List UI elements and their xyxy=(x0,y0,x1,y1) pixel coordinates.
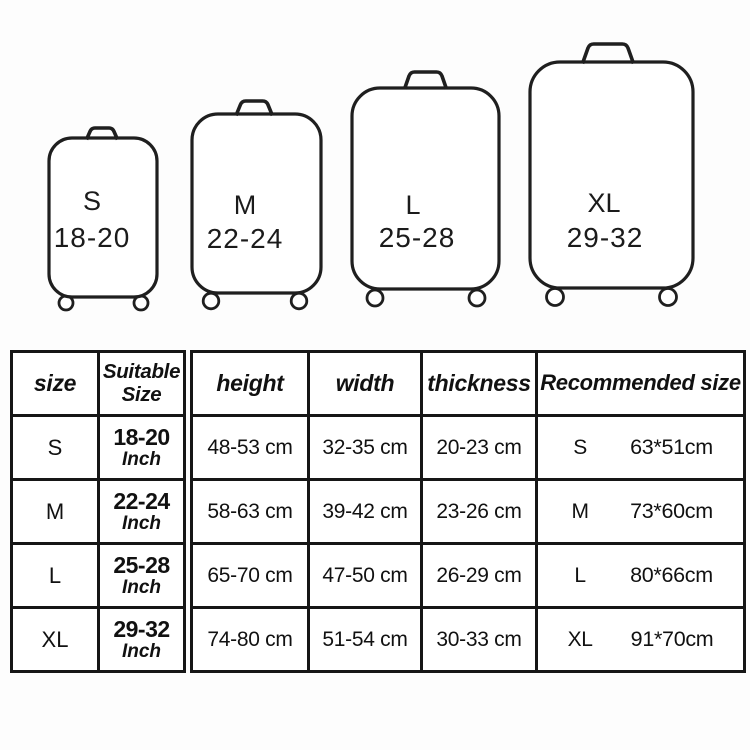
suitable-size-cell xyxy=(99,544,185,608)
height-cell: 58-63 cm xyxy=(192,480,309,544)
suitcase-xl-body-icon xyxy=(530,62,693,288)
suitcase-s-label: S xyxy=(82,186,102,216)
size-cell: XL xyxy=(12,608,99,672)
suitcase-m xyxy=(192,101,321,309)
recommended-size-letter: S xyxy=(573,435,587,459)
size-column-header: size xyxy=(12,352,99,416)
recommended-dimensions: 80*66cm xyxy=(630,563,713,587)
recommended-size-letter: XL xyxy=(567,627,593,651)
suitcase-l-body-icon xyxy=(352,88,499,289)
suitcase-xl-wheel-left-icon xyxy=(547,289,564,306)
recommended-dimensions: 73*60cm xyxy=(630,499,713,523)
inch-unit: Inch xyxy=(121,577,162,598)
size-table-row-xl xyxy=(12,608,185,672)
recommended-pair xyxy=(538,627,743,652)
height-cell: 65-70 cm xyxy=(192,544,309,608)
recommended-size-column-header: Recommended size xyxy=(537,352,745,416)
width-cell: 39-42 cm xyxy=(309,480,422,544)
height-column-header: height xyxy=(192,352,309,416)
dimension-row-m xyxy=(192,480,745,544)
dimension-table-header-row xyxy=(192,352,745,416)
thickness-cell: 23-26 cm xyxy=(422,480,537,544)
luggage-size-diagram xyxy=(0,0,750,345)
recommended-dimensions: 91*70cm xyxy=(630,627,714,651)
inch-range: 29-32 xyxy=(113,616,170,642)
recommended-size-letter: M xyxy=(571,499,589,523)
height-cell: 74-80 cm xyxy=(192,608,309,672)
width-cell: 51-54 cm xyxy=(309,608,422,672)
size-table-row-l xyxy=(12,544,185,608)
recommended-pair xyxy=(538,435,743,460)
inch-unit: Inch xyxy=(121,513,162,534)
suitcase-xl-wheel-right-icon xyxy=(660,289,677,306)
suitcase-m-wheel-left-icon xyxy=(203,293,219,309)
size-table-row-m xyxy=(12,480,185,544)
suitable-size-column-header: Suitable Size xyxy=(99,352,185,416)
suitcase-l xyxy=(352,72,499,306)
recommended-cell xyxy=(537,416,745,480)
recommended-cell xyxy=(537,608,745,672)
thickness-cell: 30-33 cm xyxy=(422,608,537,672)
size-cell: L xyxy=(12,544,99,608)
inch-range: 22-24 xyxy=(113,488,170,514)
size-table xyxy=(10,350,186,673)
size-table-header-row xyxy=(12,352,185,416)
recommended-pair xyxy=(538,563,743,588)
inch-unit: Inch xyxy=(121,449,162,470)
width-cell: 32-35 cm xyxy=(309,416,422,480)
suitcase-l-label: L xyxy=(405,190,421,220)
suitcase-m-body-icon xyxy=(192,114,321,293)
recommended-cell xyxy=(537,544,745,608)
suitcase-l-wheel-right-icon xyxy=(469,290,485,306)
suitcase-s-body-icon xyxy=(49,138,157,297)
suitcase-xl xyxy=(530,44,693,306)
recommended-cell xyxy=(537,480,745,544)
size-cell: S xyxy=(12,416,99,480)
thickness-column-header: thickness xyxy=(422,352,537,416)
height-cell: 48-53 cm xyxy=(192,416,309,480)
recommended-size-letter: L xyxy=(574,563,586,587)
suitable-size-cell xyxy=(99,480,185,544)
dimension-row-l xyxy=(192,544,745,608)
thickness-cell: 20-23 cm xyxy=(422,416,537,480)
size-table-row-s xyxy=(12,416,185,480)
suitcase-xl-label: XL xyxy=(587,188,621,218)
suitable-size-cell xyxy=(99,416,185,480)
suitcase-m-wheel-right-icon xyxy=(291,293,307,309)
inch-range: 25-28 xyxy=(113,552,170,578)
recommended-pair xyxy=(538,499,743,524)
dimension-row-s xyxy=(192,416,745,480)
suitcase-l-range: 25-28 xyxy=(378,222,456,253)
dimension-row-xl xyxy=(192,608,745,672)
suitcase-m-range: 22-24 xyxy=(206,223,284,254)
inch-range: 18-20 xyxy=(113,424,170,450)
suitcase-l-wheel-left-icon xyxy=(367,290,383,306)
inch-unit: Inch xyxy=(121,641,162,662)
width-cell: 47-50 cm xyxy=(309,544,422,608)
suitcase-xl-range: 29-32 xyxy=(566,222,644,253)
dimension-table xyxy=(190,350,746,673)
suitcase-s xyxy=(49,128,157,310)
suitable-size-cell xyxy=(99,608,185,672)
recommended-dimensions: 63*51cm xyxy=(630,435,713,459)
suitcase-m-label: M xyxy=(233,190,257,220)
thickness-cell: 26-29 cm xyxy=(422,544,537,608)
size-cell: M xyxy=(12,480,99,544)
suitcase-s-range: 18-20 xyxy=(53,222,131,253)
width-column-header: width xyxy=(309,352,422,416)
